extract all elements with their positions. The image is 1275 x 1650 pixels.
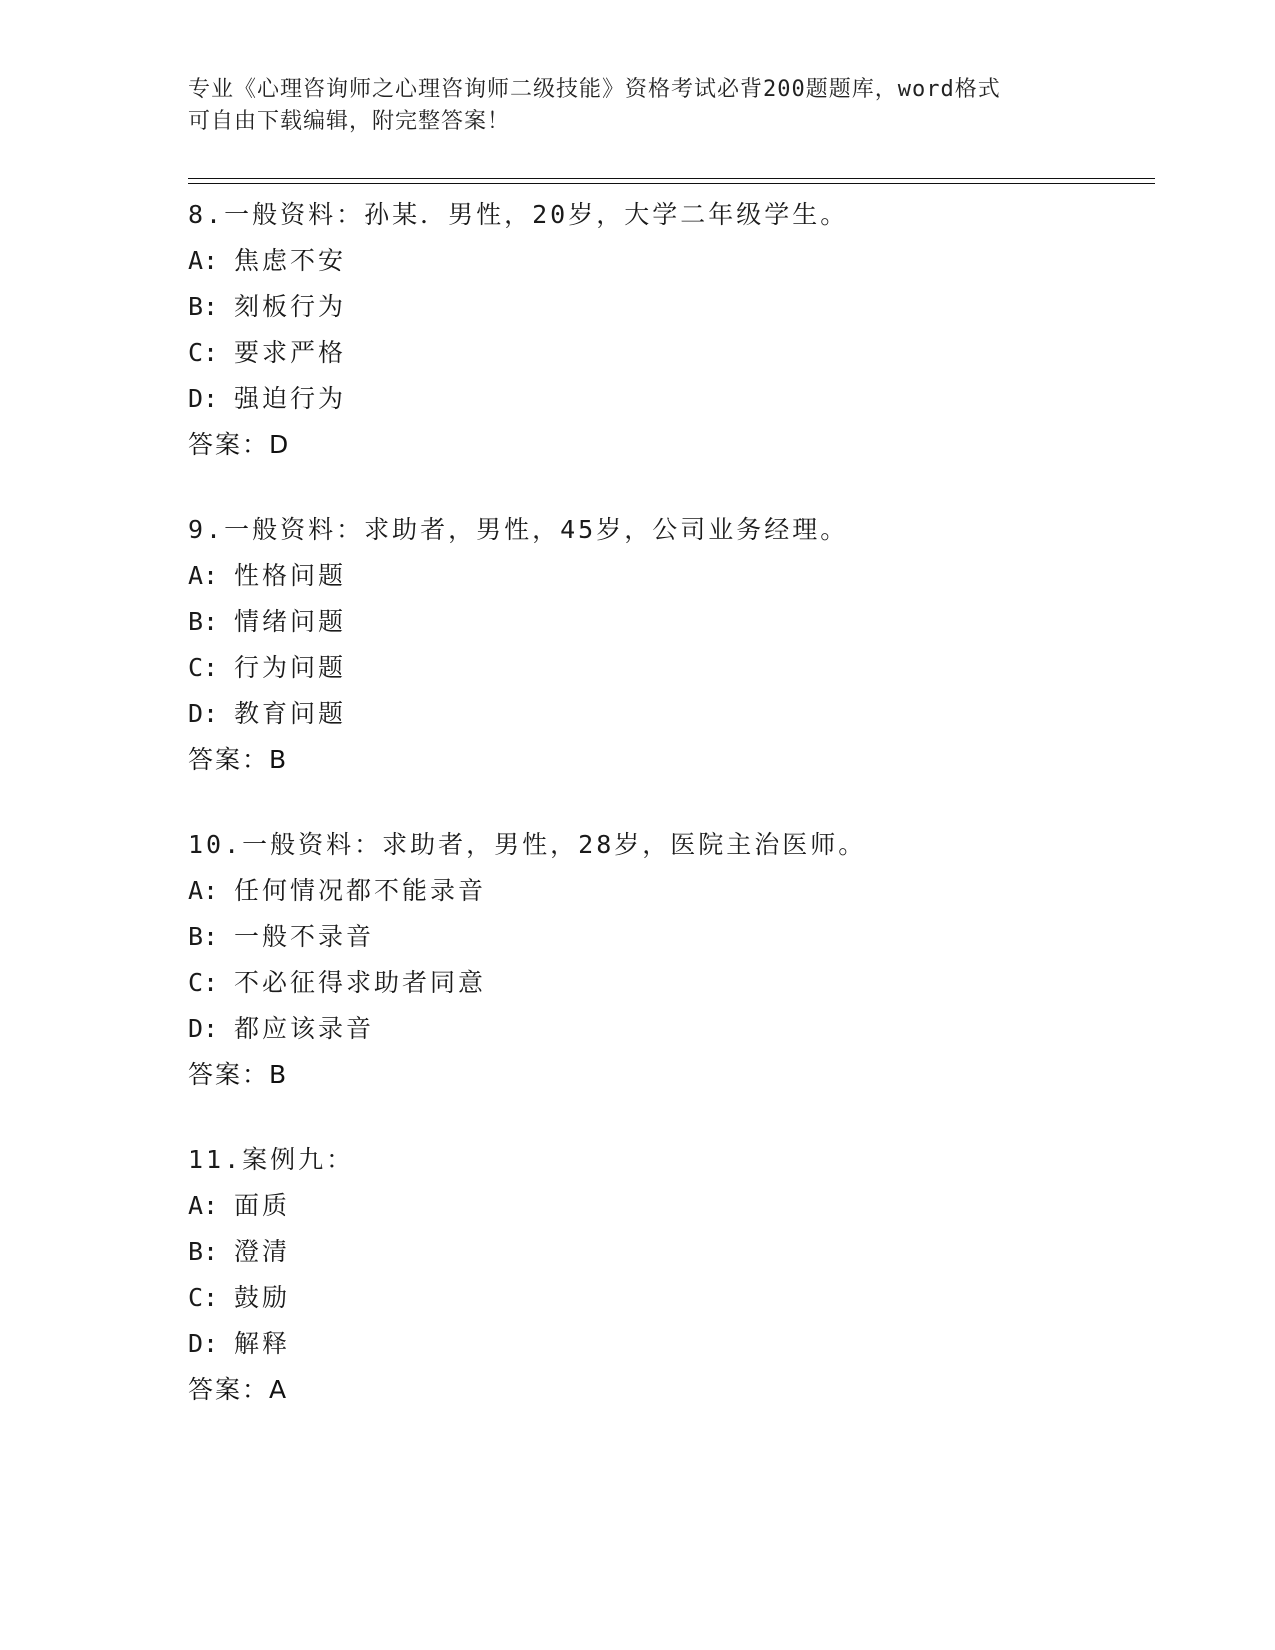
header-divider-bottom [188, 183, 1155, 184]
option-c [188, 645, 1148, 691]
option-letter: C: [188, 653, 219, 682]
option-d [188, 1321, 1148, 1367]
option-letter: C: [188, 1283, 219, 1312]
option-b [188, 914, 1148, 960]
option-text: 都应该录音 [234, 1014, 375, 1043]
option-a [188, 553, 1148, 599]
option-letter: D: [188, 1329, 219, 1358]
question-stem: 11.案例九： [188, 1145, 355, 1174]
option-text: 要求严格 [234, 338, 347, 367]
question-stem: 10.一般资料：求助者，男性，28岁，医院主治医师。 [188, 830, 867, 859]
option-letter: B: [188, 922, 219, 951]
option-d [188, 1006, 1148, 1052]
question-block [188, 822, 1148, 1098]
option-letter: B: [188, 607, 219, 636]
option-letter: A: [188, 876, 219, 905]
option-text: 刻板行为 [234, 292, 347, 321]
option-letter: D: [188, 699, 219, 728]
answer-line [188, 1052, 1148, 1098]
header-line-2: 可自由下载编辑，附完整答案！ [188, 109, 511, 134]
answer-label: 答案： [188, 1375, 270, 1404]
answer-label: 答案： [188, 430, 270, 459]
header-divider-top [188, 178, 1155, 179]
answer-value: B [269, 1060, 287, 1089]
option-d [188, 691, 1148, 737]
option-letter: A: [188, 561, 219, 590]
option-text: 情绪问题 [234, 607, 347, 636]
option-letter: B: [188, 292, 219, 321]
option-text: 面质 [234, 1191, 291, 1220]
option-text: 任何情况都不能录音 [234, 876, 487, 905]
option-c [188, 330, 1148, 376]
question-block [188, 507, 1148, 783]
option-letter: D: [188, 1014, 219, 1043]
option-letter: C: [188, 968, 219, 997]
answer-label: 答案： [188, 745, 270, 774]
option-c [188, 1275, 1148, 1321]
option-text: 焦虑不安 [234, 246, 347, 275]
option-a [188, 1183, 1148, 1229]
answer-value: B [269, 745, 287, 774]
question-block [188, 1137, 1148, 1413]
answer-line [188, 737, 1148, 783]
option-d [188, 376, 1148, 422]
option-text: 不必征得求助者同意 [234, 968, 487, 997]
option-text: 解释 [234, 1329, 291, 1358]
option-letter: D: [188, 384, 219, 413]
option-text: 行为问题 [234, 653, 347, 682]
option-text: 教育问题 [234, 699, 347, 728]
option-text: 鼓励 [234, 1283, 291, 1312]
option-text: 澄清 [234, 1237, 291, 1266]
option-letter: C: [188, 338, 219, 367]
option-a [188, 868, 1148, 914]
document-header [188, 74, 1088, 138]
question-stem: 8.一般资料：孙某．男性，20岁，大学二年级学生。 [188, 200, 849, 229]
option-text: 性格问题 [234, 561, 347, 590]
option-letter: B: [188, 1237, 219, 1266]
question-stem: 9.一般资料：求助者，男性，45岁，公司业务经理。 [188, 515, 849, 544]
header-line-1: 专业《心理咨询师之心理咨询师二级技能》资格考试必背200题题库，word格式 [188, 77, 1001, 102]
question-block [188, 192, 1148, 468]
answer-value: D [269, 430, 289, 459]
answer-line [188, 422, 1148, 468]
option-text: 强迫行为 [234, 384, 347, 413]
option-b [188, 284, 1148, 330]
answer-value: A [269, 1375, 287, 1404]
option-a [188, 238, 1148, 284]
option-b [188, 599, 1148, 645]
option-letter: A: [188, 246, 219, 275]
option-letter: A: [188, 1191, 219, 1220]
answer-line [188, 1367, 1148, 1413]
option-text: 一般不录音 [234, 922, 375, 951]
answer-label: 答案： [188, 1060, 270, 1089]
option-c [188, 960, 1148, 1006]
option-b [188, 1229, 1148, 1275]
